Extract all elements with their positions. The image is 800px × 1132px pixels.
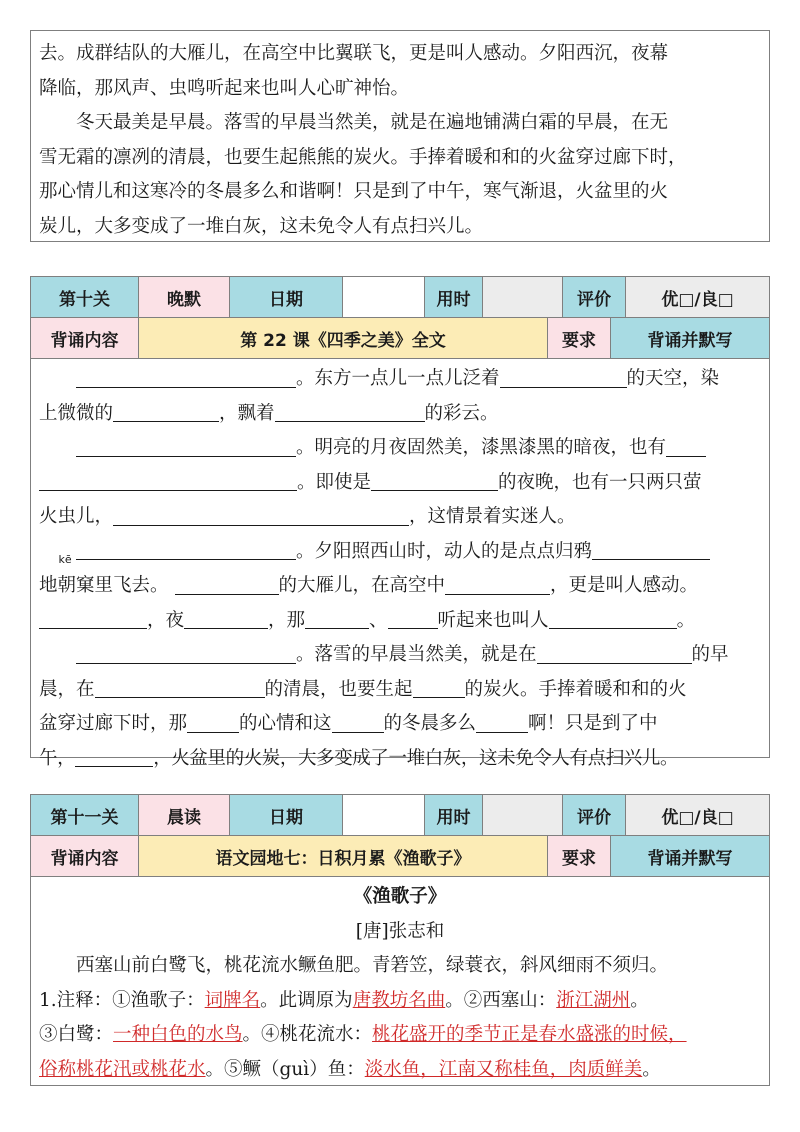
blank[interactable] (113, 505, 409, 525)
text-segment: 火虫儿， (39, 506, 114, 527)
dictation-line (39, 362, 761, 397)
text-segment: 。⑤鳜（guì）鱼： (205, 1058, 365, 1080)
dictation-line (39, 466, 761, 501)
text-segment: ，那 (268, 609, 306, 631)
blank[interactable] (500, 367, 627, 387)
text-segment: ，火盆里的火炭，大多变成了一堆白灰，这未免令人有点扫兴儿。 (153, 747, 679, 769)
blank[interactable] (113, 402, 219, 422)
content-value: 第 22 课《四季之美》全文 (139, 318, 548, 358)
passage-line: 降临，那风声、虫鸣听起来也叫人心旷神怡。 (39, 77, 410, 99)
text-segment: 的天空，染 (626, 368, 720, 389)
requirement-label: 要求 (548, 318, 611, 358)
date-label: 日期 (230, 795, 343, 835)
dictation-line (39, 553, 761, 604)
blank[interactable] (592, 540, 710, 560)
header-row-1 (31, 277, 769, 318)
blank[interactable] (187, 712, 239, 732)
blank[interactable] (39, 609, 147, 629)
annotation-answer: 唐教坊名曲 (352, 989, 446, 1011)
content-value: 语文园地七：日积月累《渔歌子》 (139, 836, 548, 876)
text-segment: 的清晨，也要生起 (264, 678, 413, 700)
dictation-area (30, 356, 770, 769)
annotation-answer: 词牌名 (204, 989, 261, 1011)
text-segment: 。夕阳照西山时，动人的是点点归鸦 (296, 540, 593, 562)
text-segment: 、 (369, 609, 388, 631)
dictation-line (39, 673, 761, 708)
text-segment: 的彩云。 (424, 402, 499, 424)
text-segment: 的夜晚，也有一只两只萤 (498, 471, 702, 493)
text-segment: 的冬晨多么 (383, 713, 477, 734)
blank[interactable] (76, 540, 296, 560)
text-segment: 。落雪的早晨当然美，就是在 (296, 644, 537, 665)
text-segment: 的早 (691, 644, 729, 665)
session-label: 晨读 (139, 795, 230, 835)
requirement-value: 背诵并默写 (611, 836, 769, 876)
annotation-line (39, 984, 761, 1019)
passage-line: 去。成群结队的大雁儿，在高空中比翼联飞，更是叫人感动。夕阳西沉，夜幕 (39, 43, 669, 64)
blank[interactable] (76, 436, 296, 456)
text-segment: 的大雁儿，在高空中 (278, 575, 446, 596)
date-field[interactable] (343, 795, 425, 835)
text-segment: 晨，在 (39, 678, 95, 700)
annotation-line (39, 1053, 761, 1088)
eval-label: 评价 (563, 277, 626, 317)
blank[interactable] (184, 609, 268, 629)
dictation-line (39, 500, 761, 535)
passage-line: 雪无霜的凛冽的清晨，也要生起熊熊的炭火。手捧着暖和和的火盆穿过廊下时， (39, 146, 687, 168)
text-segment: ③白鹭： (39, 1024, 114, 1045)
dictation-line (39, 742, 761, 777)
requirement-label: 要求 (548, 836, 611, 876)
blank[interactable] (445, 574, 550, 594)
text-segment: 盆穿过廊下时，那 (39, 713, 188, 734)
blank[interactable] (413, 678, 465, 698)
date-field[interactable] (343, 277, 425, 317)
blank[interactable] (537, 643, 692, 663)
text-segment: 上微微的 (39, 402, 114, 424)
time-label: 用时 (425, 795, 483, 835)
session-label: 晚默 (139, 277, 230, 317)
blank[interactable] (39, 471, 297, 491)
annotation-answer: 俗称桃花汛或桃花水 (39, 1058, 206, 1080)
blank[interactable] (549, 609, 677, 629)
text-segment: 。②西塞山： (445, 989, 557, 1011)
poem-title: 《渔歌子》 (353, 886, 447, 907)
blank[interactable] (95, 678, 265, 698)
blank[interactable] (76, 643, 296, 663)
text-segment: 。明亮的月夜固然美，漆黑漆黑的暗夜，也有 (296, 437, 667, 458)
annotation-answer: 桃花盛开的季节正是春水盛涨的时候， (372, 1024, 687, 1045)
text-segment: 。 (642, 1058, 661, 1080)
passage-continuation (30, 30, 770, 242)
annotation-answer: 一种白色的水鸟 (113, 1024, 243, 1045)
poem-text: 西塞山前白鹭飞，桃花流水鳜鱼肥。青箬笠，绿蓑衣，斜风细雨不须归。 (76, 955, 669, 976)
dictation-line (39, 397, 761, 432)
date-label: 日期 (230, 277, 343, 317)
dictation-line (39, 604, 761, 639)
text-segment: 朝窠里飞去。 (57, 575, 169, 596)
blank[interactable] (388, 609, 438, 629)
pinyin-annotation: kē (58, 553, 72, 566)
eval-checkbox-field[interactable]: 优□/良□ (626, 795, 769, 835)
blank[interactable] (666, 436, 706, 456)
passage-line: 冬天最美是早晨。落雪的早晨当然美，就是在遍地铺满白霜的早晨，在无 (76, 112, 669, 133)
time-field[interactable] (483, 277, 563, 317)
poem-author: [唐]张志和 (355, 920, 445, 942)
passage-line: 炭儿，大多变成了一堆白灰，这未免令人有点扫兴儿。 (39, 215, 484, 237)
header-row-1 (31, 795, 769, 836)
text-segment: 。 (676, 609, 696, 631)
text-segment: 。此调原为 (260, 989, 353, 1011)
content-label: 背诵内容 (31, 836, 139, 876)
content-label: 背诵内容 (31, 318, 139, 358)
time-label: 用时 (425, 277, 483, 317)
level-label: 第十关 (31, 277, 139, 317)
dictation-line (39, 431, 761, 466)
text-segment: 地 (39, 575, 58, 596)
level-11-header (30, 794, 770, 877)
blank[interactable] (332, 712, 384, 732)
text-segment: ，夜 (147, 609, 185, 631)
text-segment: 。 (630, 989, 649, 1011)
blank[interactable] (275, 402, 425, 422)
ruby-char (57, 553, 169, 604)
dictation-line (39, 535, 761, 570)
text-segment: ，这情景着实迷人。 (409, 506, 576, 527)
poem-area (30, 874, 770, 1086)
dictation-line (39, 638, 761, 673)
passage-line: 那心情儿和这寒冷的冬晨多么和谐啊！只是到了中午，寒气渐退，火盆里的火 (39, 181, 669, 202)
annotation-line (39, 1018, 761, 1053)
blank[interactable] (76, 367, 296, 387)
annotation-answer: 浙江湖州 (556, 989, 631, 1011)
text-segment: ，更是叫人感动。 (550, 575, 699, 596)
text-segment: 。④桃花流水： (242, 1024, 373, 1045)
requirement-value: 背诵并默写 (611, 318, 769, 358)
blank[interactable] (371, 471, 498, 491)
text-segment: 。即使是 (297, 471, 372, 493)
eval-checkbox-field[interactable]: 优□/良□ (626, 277, 769, 317)
annotation-answer: 淡水鱼，江南又称桂鱼，肉质鲜美 (364, 1058, 643, 1080)
text-segment: 。东方一点儿一点儿泛着 (296, 368, 500, 389)
text-segment: 的心情和这 (239, 713, 332, 734)
blank[interactable] (476, 712, 528, 732)
dictation-line (39, 707, 761, 742)
header-row-2 (31, 318, 769, 359)
text-segment: 1.注释：①渔歌子： (39, 989, 205, 1011)
blank[interactable] (75, 747, 153, 767)
time-field[interactable] (483, 795, 563, 835)
text-segment: 午， (39, 747, 76, 769)
text-segment: 啊！只是到了中 (528, 713, 658, 734)
header-row-2 (31, 836, 769, 877)
level-10-header (30, 276, 770, 359)
text-segment: 的炭火。手捧着暖和和的火 (464, 678, 687, 700)
eval-label: 评价 (563, 795, 626, 835)
level-label: 第十一关 (31, 795, 139, 835)
blank[interactable] (175, 574, 279, 594)
blank[interactable] (305, 609, 369, 629)
text-segment: ，飘着 (219, 402, 275, 424)
text-segment: 听起来也叫人 (437, 609, 549, 631)
